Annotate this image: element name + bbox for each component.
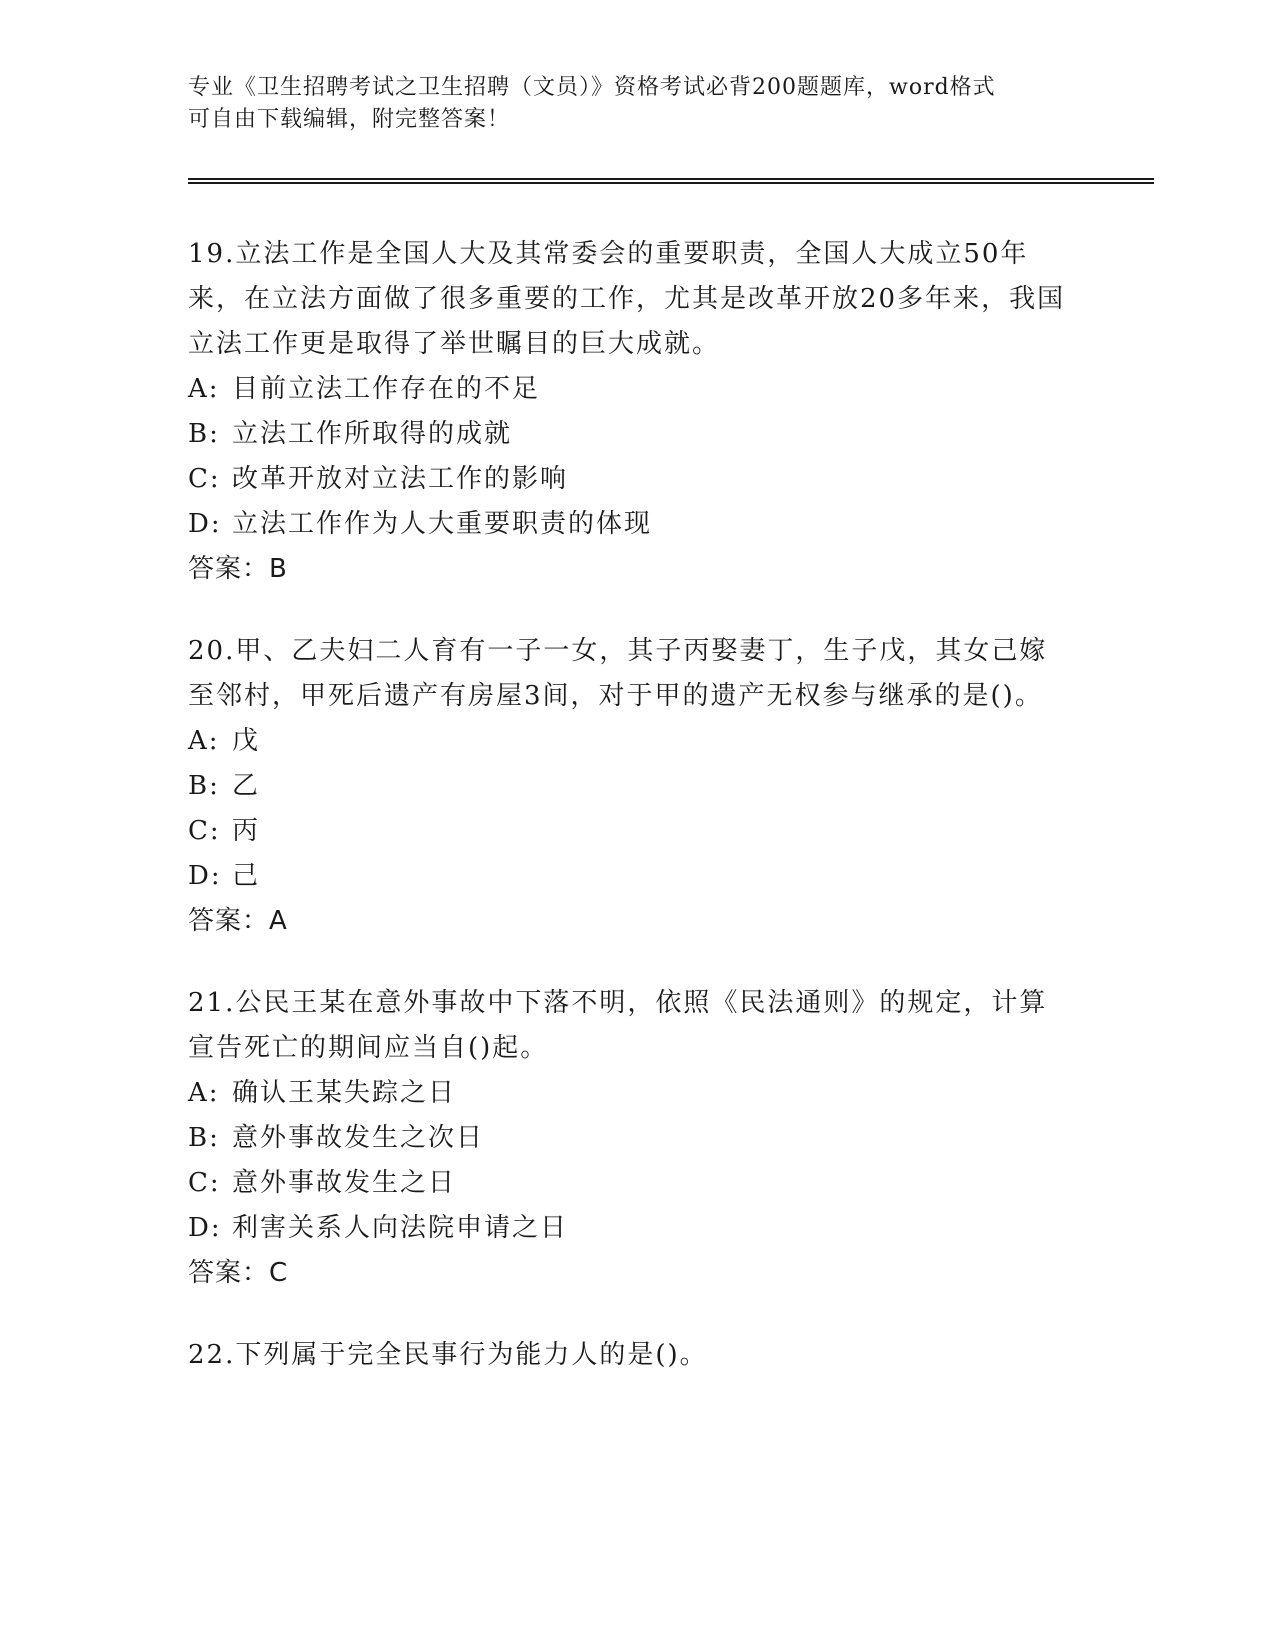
question-20 [188,629,1068,944]
option-b [188,1116,1068,1161]
header-line-1: 专业《卫生招聘考试之卫生招聘（文员）》资格考试必背200题题库，word格式 [188,75,996,100]
option-letter: A: [188,1078,220,1108]
option-text: 意外事故发生之次日 [232,1123,485,1153]
question-19 [188,232,1068,592]
option-text: 改革开放对立法工作的影响 [232,464,569,494]
option-list [188,719,1068,899]
option-text: 丙 [232,816,261,846]
option-text: 目前立法工作存在的不足 [232,374,541,404]
option-a [188,367,1068,412]
option-letter: B: [188,771,220,801]
option-a [188,719,1068,764]
header-divider [188,178,1154,184]
option-a [188,1071,1068,1116]
option-letter: C: [188,816,221,846]
document-header [188,72,1088,136]
option-letter: D: [188,509,222,539]
option-text: 戊 [232,726,261,756]
option-text: 确认王某失踪之日 [232,1078,457,1108]
question-list [188,232,1068,1415]
option-text: 乙 [232,771,261,801]
question-stem: 19.立法工作是全国人大及其常委会的重要职责，全国人大成立50年来，在立法方面做了很多重要的工作，尤其是改革开放20多年来，我国立法工作更是取得了举世瞩目的巨大成就。 [188,239,1066,359]
option-text: 意外事故发生之日 [232,1168,457,1198]
header-line-2: 可自由下载编辑，附完整答案！ [188,107,511,132]
option-text: 立法工作作为人大重要职责的体现 [232,509,653,539]
option-d [188,502,1068,547]
option-d [188,854,1068,899]
option-letter: C: [188,464,221,494]
option-letter: C: [188,1168,221,1198]
option-d [188,1206,1068,1251]
option-text: 己 [232,861,261,891]
option-text: 利害关系人向法院申请之日 [232,1213,569,1243]
option-letter: B: [188,1123,220,1153]
option-letter: A: [188,374,220,404]
question-22 [188,1333,1068,1378]
option-text: 立法工作所取得的成就 [232,419,513,449]
option-letter: D: [188,1213,222,1243]
option-letter: D: [188,861,222,891]
question-stem: 21.公民王某在意外事故中下落不明，依照《民法通则》的规定，计算宣告死亡的期间应当自()起。 [188,988,1048,1063]
option-letter: A: [188,726,220,756]
option-list [188,367,1068,547]
answer-line: 答案：A [188,906,288,936]
question-21 [188,981,1068,1296]
option-c [188,1161,1068,1206]
option-list [188,1071,1068,1251]
answer-line: 答案：C [188,1258,289,1288]
answer-line: 答案：B [188,554,288,584]
option-b [188,764,1068,809]
question-stem: 22.下列属于完全民事行为能力人的是()。 [188,1340,708,1370]
question-stem: 20.甲、乙夫妇二人育有一子一女，其子丙娶妻丁，生子戊，其女己嫁至邻村，甲死后遗产有房屋3间，对于甲的遗产无权参与继承的是()。 [188,636,1048,711]
option-c [188,457,1068,502]
option-b [188,412,1068,457]
option-letter: B: [188,419,220,449]
option-c [188,809,1068,854]
